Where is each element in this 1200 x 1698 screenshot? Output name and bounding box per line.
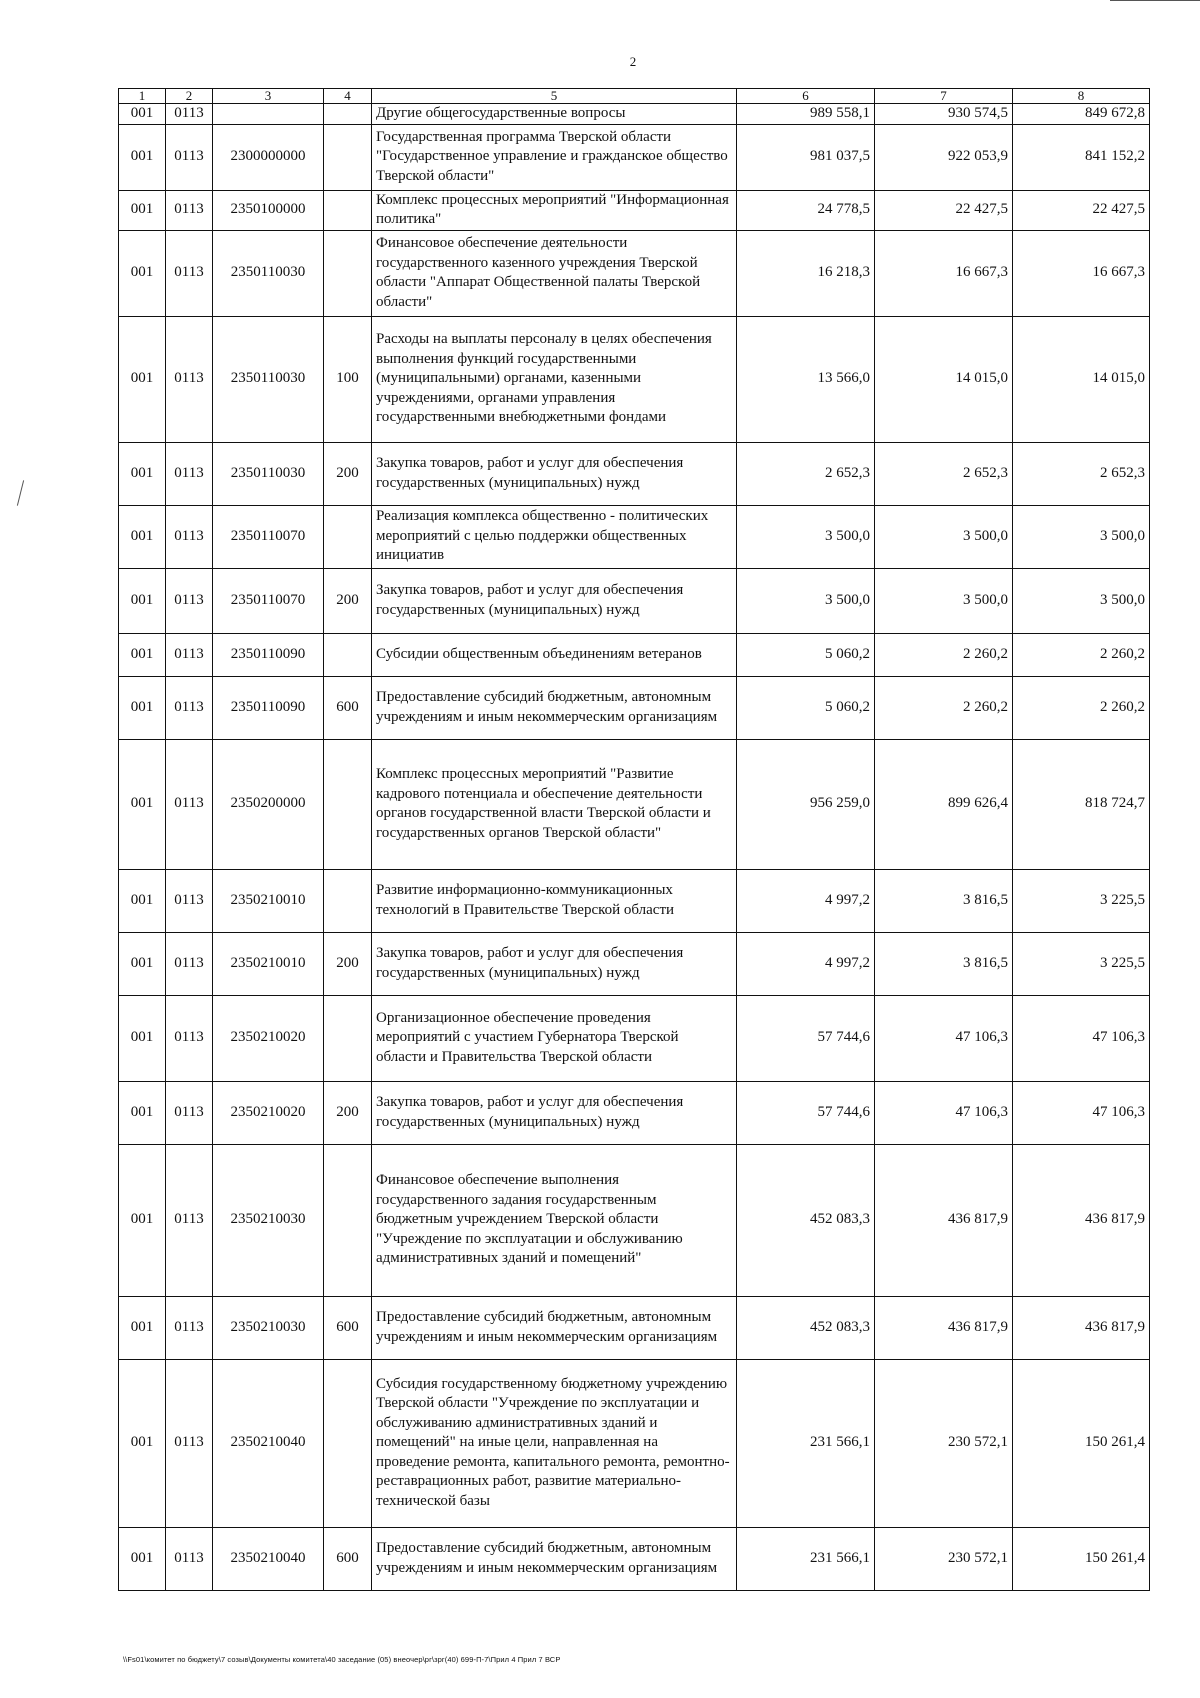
amount-col8-cell: 436 817,9 — [1013, 1296, 1150, 1359]
amount-col6-cell: 3 500,0 — [737, 505, 875, 568]
expense-type-cell: 600 — [324, 676, 372, 739]
amount-col7-cell: 3 500,0 — [875, 568, 1013, 633]
amount-col6-cell: 5 060,2 — [737, 676, 875, 739]
department-code-cell: 001 — [119, 676, 166, 739]
table-row — [119, 1296, 1150, 1359]
page-number: 2 — [629, 54, 637, 69]
table-row — [119, 1527, 1150, 1590]
scan-mark — [1110, 0, 1200, 1]
department-code-cell: 001 — [119, 505, 166, 568]
header-cell: 5 — [372, 89, 737, 104]
amount-col6-cell: 13 566,0 — [737, 316, 875, 442]
table-row — [119, 932, 1150, 995]
table-row — [119, 316, 1150, 442]
department-code-cell: 001 — [119, 995, 166, 1081]
department-code-cell: 001 — [119, 1081, 166, 1144]
target-article-cell: 2350210030 — [213, 1296, 324, 1359]
amount-col8-cell: 150 261,4 — [1013, 1359, 1150, 1527]
table-row — [119, 1359, 1150, 1527]
amount-col6-cell: 3 500,0 — [737, 568, 875, 633]
item-name-cell: Реализация комплекса общественно - политических мероприятий с целью поддержки общественных инициатив — [372, 505, 737, 568]
amount-col6-cell: 231 566,1 — [737, 1527, 875, 1590]
item-name-cell: Закупка товаров, работ и услуг для обеспечения государственных (муниципальных) нужд — [372, 1081, 737, 1144]
table-row — [119, 190, 1150, 230]
department-code-cell: 001 — [119, 230, 166, 316]
section-code-cell: 0113 — [166, 932, 213, 995]
table-row — [119, 568, 1150, 633]
expense-type-cell — [324, 230, 372, 316]
amount-col6-cell: 956 259,0 — [737, 739, 875, 869]
amount-col6-cell: 989 558,1 — [737, 104, 875, 125]
item-name-cell: Закупка товаров, работ и услуг для обеспечения государственных (муниципальных) нужд — [372, 568, 737, 633]
amount-col7-cell: 899 626,4 — [875, 739, 1013, 869]
item-name-cell: Комплекс процессных мероприятий "Информационная политика" — [372, 190, 737, 230]
amount-col6-cell: 452 083,3 — [737, 1144, 875, 1296]
amount-col8-cell: 150 261,4 — [1013, 1527, 1150, 1590]
amount-col7-cell: 930 574,5 — [875, 104, 1013, 125]
target-article-cell: 2350110070 — [213, 505, 324, 568]
department-code-cell: 001 — [119, 190, 166, 230]
amount-col6-cell: 452 083,3 — [737, 1296, 875, 1359]
department-code-cell: 001 — [119, 739, 166, 869]
section-code-cell: 0113 — [166, 1081, 213, 1144]
table-row — [119, 869, 1150, 932]
item-name-cell: Предоставление субсидий бюджетным, автономным учреждениям и иным некоммерческим организациям — [372, 1527, 737, 1590]
amount-col7-cell: 2 652,3 — [875, 442, 1013, 505]
amount-col8-cell: 3 500,0 — [1013, 505, 1150, 568]
amount-col8-cell: 47 106,3 — [1013, 1081, 1150, 1144]
amount-col8-cell: 3 500,0 — [1013, 568, 1150, 633]
target-article-cell: 2350210010 — [213, 932, 324, 995]
amount-col6-cell: 981 037,5 — [737, 124, 875, 190]
item-name-cell: Комплекс процессных мероприятий "Развитие кадрового потенциала и обеспечение деятельности органов государственной власти Тверской области и государственных органов Тверской области" — [372, 739, 737, 869]
target-article-cell: 2350210010 — [213, 869, 324, 932]
amount-col8-cell: 841 152,2 — [1013, 124, 1150, 190]
amount-col8-cell: 436 817,9 — [1013, 1144, 1150, 1296]
item-name-cell: Закупка товаров, работ и услуг для обеспечения государственных (муниципальных) нужд — [372, 442, 737, 505]
header-cell: 4 — [324, 89, 372, 104]
table-row — [119, 676, 1150, 739]
amount-col8-cell: 16 667,3 — [1013, 230, 1150, 316]
target-article-cell: 2350210030 — [213, 1144, 324, 1296]
target-article-cell: 2350210020 — [213, 1081, 324, 1144]
section-code-cell: 0113 — [166, 124, 213, 190]
section-code-cell: 0113 — [166, 995, 213, 1081]
department-code-cell: 001 — [119, 1527, 166, 1590]
item-name-cell: Субсидии общественным объединениям ветеранов — [372, 633, 737, 676]
amount-col6-cell: 231 566,1 — [737, 1359, 875, 1527]
amount-col7-cell: 47 106,3 — [875, 1081, 1013, 1144]
department-code-cell: 001 — [119, 124, 166, 190]
amount-col7-cell: 16 667,3 — [875, 230, 1013, 316]
amount-col6-cell: 4 997,2 — [737, 932, 875, 995]
department-code-cell: 001 — [119, 1144, 166, 1296]
expense-type-cell — [324, 190, 372, 230]
header-cell: 3 — [213, 89, 324, 104]
target-article-cell: 2350110090 — [213, 676, 324, 739]
amount-col6-cell: 5 060,2 — [737, 633, 875, 676]
amount-col7-cell: 14 015,0 — [875, 316, 1013, 442]
header-cell: 7 — [875, 89, 1013, 104]
section-code-cell: 0113 — [166, 1144, 213, 1296]
table-row — [119, 739, 1150, 869]
table-row — [119, 442, 1150, 505]
item-name-cell: Предоставление субсидий бюджетным, автономным учреждениям и иным некоммерческим организациям — [372, 1296, 737, 1359]
target-article-cell: 2350110030 — [213, 230, 324, 316]
section-code-cell: 0113 — [166, 442, 213, 505]
expense-type-cell — [324, 1144, 372, 1296]
department-code-cell: 001 — [119, 869, 166, 932]
amount-col7-cell: 436 817,9 — [875, 1144, 1013, 1296]
section-code-cell: 0113 — [166, 633, 213, 676]
expense-type-cell — [324, 505, 372, 568]
amount-col6-cell: 2 652,3 — [737, 442, 875, 505]
amount-col6-cell: 16 218,3 — [737, 230, 875, 316]
target-article-cell: 2350210040 — [213, 1359, 324, 1527]
amount-col7-cell: 2 260,2 — [875, 633, 1013, 676]
header-cell: 8 — [1013, 89, 1150, 104]
section-code-cell: 0113 — [166, 869, 213, 932]
amount-col8-cell: 2 260,2 — [1013, 633, 1150, 676]
section-code-cell: 0113 — [166, 1296, 213, 1359]
expense-type-cell — [324, 995, 372, 1081]
amount-col6-cell: 57 744,6 — [737, 1081, 875, 1144]
section-code-cell: 0113 — [166, 676, 213, 739]
amount-col7-cell: 3 816,5 — [875, 932, 1013, 995]
item-name-cell: Субсидия государственному бюджетному учреждению Тверской области "Учреждение по эксплуатации и обслуживанию административных зданий и помещений" на иные цели, направленная на проведение ремонта, капитального ремонта, ремонтно-реставрационных работ, развитие материально-технической базы — [372, 1359, 737, 1527]
amount-col7-cell: 3 500,0 — [875, 505, 1013, 568]
expense-type-cell: 200 — [324, 1081, 372, 1144]
table-header-row — [119, 89, 1150, 104]
section-code-cell: 0113 — [166, 505, 213, 568]
expense-type-cell: 600 — [324, 1527, 372, 1590]
table-row — [119, 230, 1150, 316]
department-code-cell: 001 — [119, 568, 166, 633]
budget-table — [118, 88, 1150, 1591]
table-row — [119, 633, 1150, 676]
expense-type-cell: 200 — [324, 568, 372, 633]
table-row — [119, 124, 1150, 190]
amount-col8-cell: 2 652,3 — [1013, 442, 1150, 505]
expense-type-cell — [324, 104, 372, 125]
footer-file-path: \\Fs01\комитет по бюджету\7 созыв\Документы комитета\40 заседание (05) внеочер\рг\зрг(40) 699-П-7\Прил 4 Прил 7 ВСР — [123, 1655, 561, 1664]
department-code-cell: 001 — [119, 932, 166, 995]
target-article-cell: 2350110030 — [213, 442, 324, 505]
department-code-cell: 001 — [119, 1296, 166, 1359]
table-row — [119, 104, 1150, 125]
target-article-cell: 2300000000 — [213, 124, 324, 190]
expense-type-cell: 200 — [324, 442, 372, 505]
table-row — [119, 505, 1150, 568]
section-code-cell: 0113 — [166, 1527, 213, 1590]
amount-col8-cell: 3 225,5 — [1013, 869, 1150, 932]
item-name-cell: Другие общегосударственные вопросы — [372, 104, 737, 125]
scan-mark — [17, 480, 24, 505]
expense-type-cell — [324, 869, 372, 932]
amount-col7-cell: 230 572,1 — [875, 1527, 1013, 1590]
section-code-cell: 0113 — [166, 316, 213, 442]
item-name-cell: Организационное обеспечение проведения мероприятий с участием Губернатора Тверской области и Правительства Тверской области — [372, 995, 737, 1081]
header-cell: 6 — [737, 89, 875, 104]
target-article-cell: 2350110090 — [213, 633, 324, 676]
item-name-cell: Предоставление субсидий бюджетным, автономным учреждениям и иным некоммерческим организациям — [372, 676, 737, 739]
item-name-cell: Развитие информационно-коммуникационных технологий в Правительстве Тверской области — [372, 869, 737, 932]
expense-type-cell: 600 — [324, 1296, 372, 1359]
department-code-cell: 001 — [119, 104, 166, 125]
amount-col6-cell: 24 778,5 — [737, 190, 875, 230]
target-article-cell: 2350110030 — [213, 316, 324, 442]
section-code-cell: 0113 — [166, 739, 213, 869]
target-article-cell: 2350100000 — [213, 190, 324, 230]
table-row — [119, 995, 1150, 1081]
section-code-cell: 0113 — [166, 190, 213, 230]
target-article-cell: 2350210020 — [213, 995, 324, 1081]
target-article-cell — [213, 104, 324, 125]
expense-type-cell — [324, 633, 372, 676]
table-row — [119, 1081, 1150, 1144]
section-code-cell: 0113 — [166, 568, 213, 633]
department-code-cell: 001 — [119, 316, 166, 442]
amount-col7-cell: 922 053,9 — [875, 124, 1013, 190]
expense-type-cell: 200 — [324, 932, 372, 995]
header-cell: 1 — [119, 89, 166, 104]
amount-col8-cell: 849 672,8 — [1013, 104, 1150, 125]
amount-col6-cell: 57 744,6 — [737, 995, 875, 1081]
target-article-cell: 2350110070 — [213, 568, 324, 633]
department-code-cell: 001 — [119, 442, 166, 505]
amount-col7-cell: 3 816,5 — [875, 869, 1013, 932]
expense-type-cell — [324, 1359, 372, 1527]
header-cell: 2 — [166, 89, 213, 104]
section-code-cell: 0113 — [166, 230, 213, 316]
department-code-cell: 001 — [119, 633, 166, 676]
item-name-cell: Финансовое обеспечение выполнения государственного задания государственным бюджетным учреждением Тверской области "Учреждение по эксплуатации и обслуживанию административных зданий и помещений" — [372, 1144, 737, 1296]
amount-col8-cell: 22 427,5 — [1013, 190, 1150, 230]
expense-type-cell: 100 — [324, 316, 372, 442]
item-name-cell: Финансовое обеспечение деятельности государственного казенного учреждения Тверской области "Аппарат Общественной палаты Тверской области" — [372, 230, 737, 316]
item-name-cell: Государственная программа Тверской области "Государственное управление и гражданское общество Тверской области" — [372, 124, 737, 190]
expense-type-cell — [324, 124, 372, 190]
amount-col8-cell: 2 260,2 — [1013, 676, 1150, 739]
target-article-cell: 2350200000 — [213, 739, 324, 869]
amount-col8-cell: 14 015,0 — [1013, 316, 1150, 442]
section-code-cell: 0113 — [166, 104, 213, 125]
amount-col8-cell: 818 724,7 — [1013, 739, 1150, 869]
amount-col6-cell: 4 997,2 — [737, 869, 875, 932]
amount-col7-cell: 22 427,5 — [875, 190, 1013, 230]
expense-type-cell — [324, 739, 372, 869]
department-code-cell: 001 — [119, 1359, 166, 1527]
section-code-cell: 0113 — [166, 1359, 213, 1527]
item-name-cell: Расходы на выплаты персоналу в целях обеспечения выполнения функций государственными (муниципальными) органами, казенными учреждениями, органами управления государственными внебюджетными фондами — [372, 316, 737, 442]
amount-col7-cell: 436 817,9 — [875, 1296, 1013, 1359]
table-row — [119, 1144, 1150, 1296]
amount-col7-cell: 47 106,3 — [875, 995, 1013, 1081]
amount-col8-cell: 3 225,5 — [1013, 932, 1150, 995]
amount-col7-cell: 230 572,1 — [875, 1359, 1013, 1527]
amount-col7-cell: 2 260,2 — [875, 676, 1013, 739]
amount-col8-cell: 47 106,3 — [1013, 995, 1150, 1081]
target-article-cell: 2350210040 — [213, 1527, 324, 1590]
item-name-cell: Закупка товаров, работ и услуг для обеспечения государственных (муниципальных) нужд — [372, 932, 737, 995]
